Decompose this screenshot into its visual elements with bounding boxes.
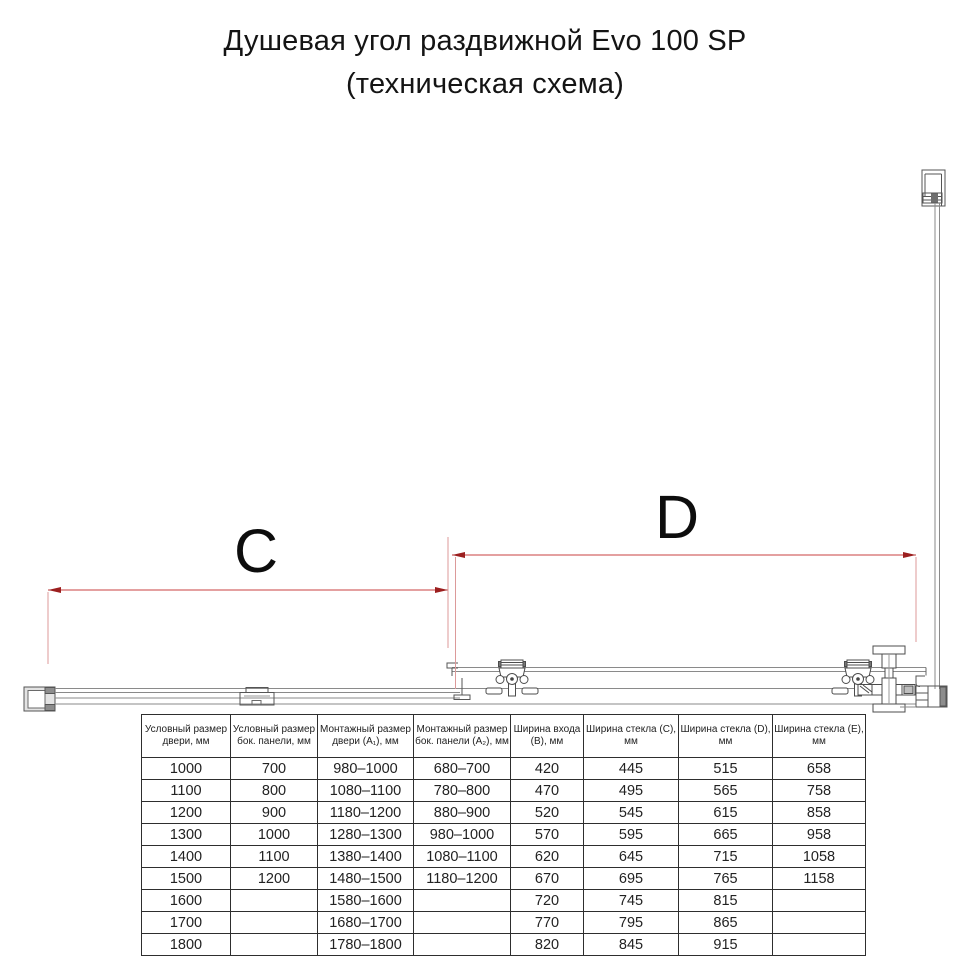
table-cell: 565 (679, 780, 773, 802)
table-cell: 720 (511, 890, 584, 912)
table-cell: 1000 (142, 758, 231, 780)
table-cell: 570 (511, 824, 584, 846)
table-cell: 880–900 (414, 802, 511, 824)
bottom-track-lines (55, 689, 916, 705)
dimension-label-d: D (654, 483, 700, 551)
table-cell: 420 (511, 758, 584, 780)
table-cell: 1180–1200 (414, 868, 511, 890)
table-cell: 1300 (142, 824, 231, 846)
table-cell (414, 912, 511, 934)
table-cell: 1400 (142, 846, 231, 868)
table-cell: 545 (584, 802, 679, 824)
column-header: Монтажный размер двери (A₁), мм (318, 715, 414, 758)
table-cell: 1680–1700 (318, 912, 414, 934)
table-cell: 800 (231, 780, 318, 802)
table-cell: 745 (584, 890, 679, 912)
column-header: Условный размер двери, мм (142, 715, 231, 758)
table-cell (414, 890, 511, 912)
table-cell: 980–1000 (318, 758, 414, 780)
column-header: Ширина входа (B), мм (511, 715, 584, 758)
table-cell: 445 (584, 758, 679, 780)
table-row (142, 934, 866, 956)
page-title (0, 20, 970, 106)
table-cell: 1080–1100 (414, 846, 511, 868)
table-cell: 858 (773, 802, 866, 824)
table-cell: 770 (511, 912, 584, 934)
page-title-line2: (техническая схема) (345, 68, 625, 100)
size-table (141, 714, 866, 956)
table-cell: 645 (584, 846, 679, 868)
table-cell: 495 (584, 780, 679, 802)
table-cell: 815 (679, 890, 773, 912)
arrowhead-left-icon (48, 587, 61, 593)
table-cell (773, 934, 866, 956)
table-cell: 1000 (231, 824, 318, 846)
table-row (142, 868, 866, 890)
side-glass-panel (935, 203, 940, 689)
column-header: Ширина стекла (E), мм (773, 715, 866, 758)
arrowhead-left-icon (452, 552, 465, 558)
table-cell: 1480–1500 (318, 868, 414, 890)
table-row (142, 846, 866, 868)
handle-knob (873, 646, 905, 712)
table-cell: 865 (679, 912, 773, 934)
table-cell: 765 (679, 868, 773, 890)
table-cell: 700 (231, 758, 318, 780)
table-cell: 1280–1300 (318, 824, 414, 846)
dimension-label-c: C (233, 517, 279, 585)
table-cell (231, 912, 318, 934)
table-cell: 980–1000 (414, 824, 511, 846)
table-cell (231, 890, 318, 912)
table-cell: 515 (679, 758, 773, 780)
dimension-line-d (452, 552, 916, 689)
table-cell: 1100 (231, 846, 318, 868)
table-cell: 1600 (142, 890, 231, 912)
table-row (142, 802, 866, 824)
table-header-row (142, 715, 866, 758)
table-cell: 1780–1800 (318, 934, 414, 956)
table-cell: 780–800 (414, 780, 511, 802)
table-row (142, 824, 866, 846)
wall-profile-left (24, 687, 55, 711)
table-row (142, 912, 866, 934)
rail-end-bracket (447, 663, 470, 700)
roller-carriage (486, 660, 538, 696)
corner-profile-bottom-right (900, 676, 947, 707)
table-cell: 1380–1400 (318, 846, 414, 868)
table-cell: 620 (511, 846, 584, 868)
table-cell: 795 (584, 912, 679, 934)
table-cell: 1080–1100 (318, 780, 414, 802)
table-cell: 1100 (142, 780, 231, 802)
table-cell: 680–700 (414, 758, 511, 780)
table-cell: 1058 (773, 846, 866, 868)
table-cell: 1800 (142, 934, 231, 956)
page-title-line1: Душевая угол раздвижной Evo 100 SP (223, 25, 747, 57)
column-header: Монтажный размер бок. панели (A₂), мм (414, 715, 511, 758)
table-cell: 595 (584, 824, 679, 846)
table-cell: 915 (679, 934, 773, 956)
table-cell: 670 (511, 868, 584, 890)
table-cell: 665 (679, 824, 773, 846)
table-row (142, 780, 866, 802)
table-cell: 758 (773, 780, 866, 802)
column-header: Ширина стекла (D), мм (679, 715, 773, 758)
wall-profile-top-right (922, 170, 945, 206)
table-cell (231, 934, 318, 956)
table-cell: 958 (773, 824, 866, 846)
table-cell: 695 (584, 868, 679, 890)
door-rail (452, 668, 926, 676)
column-header: Условный размер бок. панели, мм (231, 715, 318, 758)
table-row (142, 890, 866, 912)
table-cell: 820 (511, 934, 584, 956)
table-cell: 658 (773, 758, 866, 780)
table-cell: 1700 (142, 912, 231, 934)
arrowhead-right-icon (435, 587, 448, 593)
table-cell: 900 (231, 802, 318, 824)
table-cell: 520 (511, 802, 584, 824)
table-cell: 1500 (142, 868, 231, 890)
glass-clamp (240, 688, 274, 706)
table-cell: 1158 (773, 868, 866, 890)
table-cell: 615 (679, 802, 773, 824)
handle-arm (858, 685, 915, 696)
arrowhead-right-icon (903, 552, 916, 558)
table-cell (773, 912, 866, 934)
table-cell (414, 934, 511, 956)
table-cell (773, 890, 866, 912)
table-cell: 1200 (142, 802, 231, 824)
table-cell: 715 (679, 846, 773, 868)
table-cell: 1580–1600 (318, 890, 414, 912)
table-row (142, 758, 866, 780)
roller-carriage (832, 660, 874, 696)
table-cell: 470 (511, 780, 584, 802)
column-header: Ширина стекла (C), мм (584, 715, 679, 758)
table-cell: 1180–1200 (318, 802, 414, 824)
table-cell: 845 (584, 934, 679, 956)
table-cell: 1200 (231, 868, 318, 890)
